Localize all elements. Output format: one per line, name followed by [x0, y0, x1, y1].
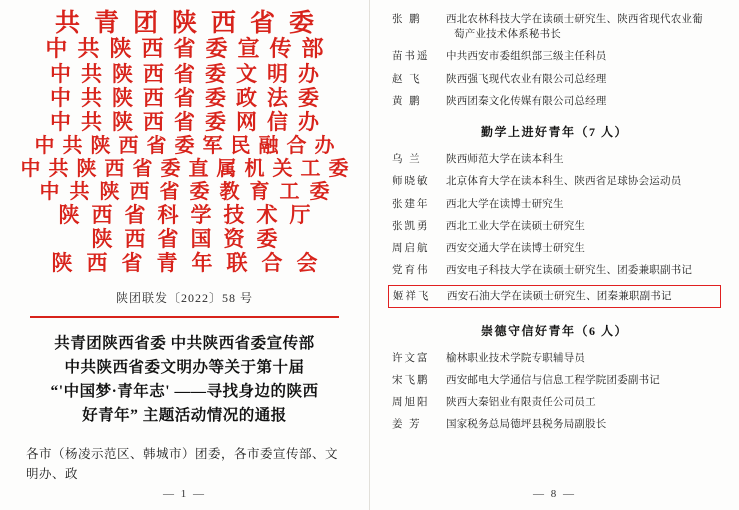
person-desc: 中共西安市委组织部三级主任科员 [446, 51, 607, 63]
person-desc: 陕西师范大学在读本科生 [446, 154, 564, 166]
masthead-line-5 [26, 111, 343, 132]
person-name: 周启航 [392, 242, 430, 254]
person-desc: 陕西强飞现代农业有限公司总经理 [446, 73, 607, 85]
masthead-char: 办 [314, 133, 335, 157]
masthead-char: 陕 [109, 36, 132, 62]
masthead-char: 中 [50, 61, 71, 86]
masthead-char: 中 [45, 36, 68, 62]
masthead-char: 西 [118, 133, 139, 157]
person-name: 许文富 [392, 352, 430, 364]
title-line-2: 中共陕西省委文明办等关于第十届 [64, 359, 305, 377]
masthead-char: 年 [191, 250, 213, 275]
list-item [392, 417, 717, 432]
red-divider-rule [30, 316, 339, 318]
masthead-char: 政 [236, 85, 257, 110]
masthead-line-10 [26, 228, 343, 249]
masthead-line-1 [26, 10, 343, 35]
masthead-char: 委 [174, 133, 195, 157]
document-number: 陕团联发〔2022〕58 号 [115, 291, 253, 305]
person-desc-line2: 萄产业技术体系秘书长 [454, 29, 561, 41]
person-name: 姬祥飞 [393, 291, 431, 303]
person-desc: 榆林职业技术学院专职辅导员 [446, 352, 586, 364]
masthead-char: 省 [121, 250, 143, 275]
masthead-char: 陕 [76, 156, 97, 180]
list-item [392, 395, 717, 410]
masthead-char: 关 [272, 156, 293, 180]
masthead-line-11 [26, 252, 343, 273]
masthead-char: 工 [300, 156, 321, 180]
masthead-char: 共 [54, 8, 80, 37]
masthead-char: 法 [267, 85, 288, 110]
masthead-char: 共 [81, 85, 102, 110]
masthead-char: 合 [261, 250, 283, 275]
person-desc [446, 12, 717, 42]
masthead-char: 育 [249, 179, 270, 203]
person-name: 姜 芳 [392, 419, 422, 431]
masthead-char: 委 [189, 179, 210, 203]
masthead-char: 融 [258, 133, 279, 157]
masthead-char: 术 [256, 202, 278, 227]
list-item [392, 49, 717, 64]
person-name: 张凯勇 [392, 220, 430, 232]
person-name: 周旭阳 [392, 397, 430, 409]
person-desc: 西安邮电大学通信与信息工程学院团委副书记 [446, 374, 660, 386]
person-desc: 西北大学在读博士研究生 [446, 198, 564, 210]
masthead-char: 陕 [112, 109, 133, 134]
section-heading-integrity-youth: 崇德守信好青年（6 人） [480, 323, 628, 338]
masthead-char: 中 [50, 109, 71, 134]
person-name: 苗书遥 [392, 51, 430, 63]
masthead-char: 委 [309, 179, 330, 203]
person-desc: 陕西团秦文化传媒有限公司总经理 [446, 95, 607, 107]
person-name: 师晓敏 [392, 176, 430, 188]
masthead-char: 西 [141, 36, 164, 62]
title-line-4: 好青年” 主题活动情况的通报 [82, 407, 287, 425]
masthead-char: 教 [219, 179, 240, 203]
masthead-char: 直 [188, 156, 209, 180]
masthead-char: 文 [236, 61, 257, 86]
person-desc: 国家税务总局德坪县税务局副股长 [446, 419, 607, 431]
person-name: 乌 兰 [392, 154, 422, 166]
masthead-char: 网 [236, 109, 257, 134]
person-desc: 西安石油大学在读硕士研究生、团秦兼职副书记 [447, 291, 672, 303]
masthead-char: 西 [143, 85, 164, 110]
masthead-char: 省 [146, 133, 167, 157]
masthead-char: 宣 [237, 36, 260, 62]
person-desc: 西北工业大学在读硕士研究生 [446, 220, 586, 232]
masthead-line-2 [26, 38, 343, 60]
masthead-char: 委 [328, 156, 349, 180]
masthead-char: 省 [124, 202, 146, 227]
masthead-char: 青 [93, 8, 119, 37]
masthead-char: 信 [267, 109, 288, 134]
section-heading-diligent-youth: 勤学上进好青年（7 人） [480, 125, 628, 140]
masthead-line-3 [26, 63, 343, 84]
masthead-char: 厅 [289, 202, 311, 227]
masthead-char: 陕 [171, 8, 197, 37]
masthead-char: 中 [39, 179, 60, 203]
masthead-line-4 [26, 87, 343, 108]
masthead-char: 委 [298, 85, 319, 110]
list-item [392, 72, 717, 87]
masthead-char: 合 [286, 133, 307, 157]
masthead-line-9 [26, 204, 343, 225]
masthead-char: 省 [174, 61, 195, 86]
list-item [392, 373, 717, 388]
list-item [392, 12, 717, 42]
person-name: 张 鹏 [392, 14, 422, 25]
person-desc: 西安电子科技大学在读硕士研究生、团委兼职副书记 [446, 265, 693, 277]
title-line-3: “'中国梦·青年志' ——寻找身边的陕西 [50, 383, 319, 401]
masthead-char: 办 [298, 109, 319, 134]
masthead-char: 陕 [58, 202, 80, 227]
masthead-char: 委 [205, 109, 226, 134]
masthead-char: 共 [48, 156, 69, 180]
masthead-char: 中 [34, 133, 55, 157]
person-desc: 陕西大秦铝业有限责任公司员工 [446, 397, 596, 409]
person-name: 赵 飞 [392, 73, 422, 85]
person-name: 张建年 [392, 198, 430, 210]
masthead-char: 陕 [51, 250, 73, 275]
right-page [369, 0, 739, 510]
masthead-char: 委 [160, 156, 181, 180]
masthead-char: 民 [230, 133, 251, 157]
masthead-char: 委 [205, 85, 226, 110]
list-item [392, 94, 717, 109]
masthead-char: 西 [124, 226, 146, 251]
list-item [393, 289, 716, 304]
masthead-char: 陕 [112, 61, 133, 86]
masthead-char: 省 [174, 85, 195, 110]
masthead-char: 共 [62, 133, 83, 157]
masthead-char: 陕 [90, 133, 111, 157]
masthead-char: 西 [143, 61, 164, 86]
title-line-1: 共青团陕西省委 中共陕西省委宣传部 [54, 335, 315, 352]
masthead-char: 西 [211, 8, 237, 37]
highlighted-entry-box [388, 285, 721, 307]
masthead-char: 省 [157, 226, 179, 251]
masthead [20, 8, 349, 275]
masthead-char: 西 [143, 109, 164, 134]
masthead-line-6 [26, 135, 343, 155]
masthead-char: 团 [132, 8, 158, 37]
masthead-char: 机 [244, 156, 265, 180]
masthead-char: 陕 [112, 85, 133, 110]
masthead-char: 科 [157, 202, 179, 227]
list-item [392, 174, 717, 189]
masthead-char: 西 [104, 156, 125, 180]
masthead-char: 明 [267, 61, 288, 86]
list-item [392, 219, 717, 234]
masthead-char: 西 [129, 179, 150, 203]
masthead-char: 陕 [99, 179, 120, 203]
masthead-char: 委 [289, 8, 315, 37]
masthead-char: 共 [69, 179, 90, 203]
masthead-char: 委 [256, 226, 278, 251]
masthead-char: 陕 [91, 226, 113, 251]
masthead-char: 部 [301, 36, 324, 62]
masthead-char: 中 [50, 85, 71, 110]
masthead-line-7 [20, 156, 349, 180]
masthead-char: 工 [279, 179, 300, 203]
document-title [26, 332, 343, 428]
masthead-char: 省 [159, 179, 180, 203]
list-item [392, 241, 717, 256]
masthead-char: 青 [156, 250, 178, 275]
masthead-char: 省 [250, 8, 276, 37]
masthead-char: 办 [298, 61, 319, 86]
masthead-char: 委 [205, 61, 226, 86]
masthead-char: 联 [226, 250, 248, 275]
list-item [392, 263, 717, 278]
masthead-char: 国 [190, 226, 212, 251]
masthead-char: 中 [20, 156, 41, 180]
masthead-char: 西 [91, 202, 113, 227]
list-item [392, 197, 717, 212]
person-desc: 西安交通大学在读博士研究生 [446, 242, 586, 254]
person-name: 宋飞鹏 [392, 374, 430, 386]
masthead-char: 西 [86, 250, 108, 275]
masthead-char: 省 [173, 36, 196, 62]
left-page [0, 0, 369, 510]
masthead-char: 委 [205, 36, 228, 62]
masthead-char: 共 [81, 61, 102, 86]
masthead-char: 技 [223, 202, 245, 227]
masthead-char: 会 [296, 250, 318, 275]
masthead-char: 省 [132, 156, 153, 180]
body-paragraph: 各市（杨凌示范区、韩城市）团委，各市委宣传部、文明办、政 [26, 447, 339, 482]
masthead-char: 资 [223, 226, 245, 251]
person-desc: 北京体育大学在读本科生、陕西省足球协会运动员 [446, 176, 682, 188]
right-page-number: — 8 — [533, 488, 576, 500]
person-name: 党育伟 [392, 265, 430, 277]
list-item [392, 152, 717, 167]
masthead-char: 军 [202, 133, 223, 157]
list-item [392, 351, 717, 366]
masthead-char: 传 [269, 36, 292, 62]
masthead-char: 共 [77, 36, 100, 62]
person-desc-line1: 西北农林科技大学在读硕士研究生、陕西省现代农业葡 [446, 14, 703, 25]
masthead-char: 共 [81, 109, 102, 134]
masthead-char: 省 [174, 109, 195, 134]
masthead-char: 属 [216, 156, 237, 180]
masthead-line-8 [26, 181, 343, 201]
masthead-char: 学 [190, 202, 212, 227]
person-name: 黄 鹏 [392, 95, 422, 107]
left-page-number: — 1 — [163, 488, 206, 500]
